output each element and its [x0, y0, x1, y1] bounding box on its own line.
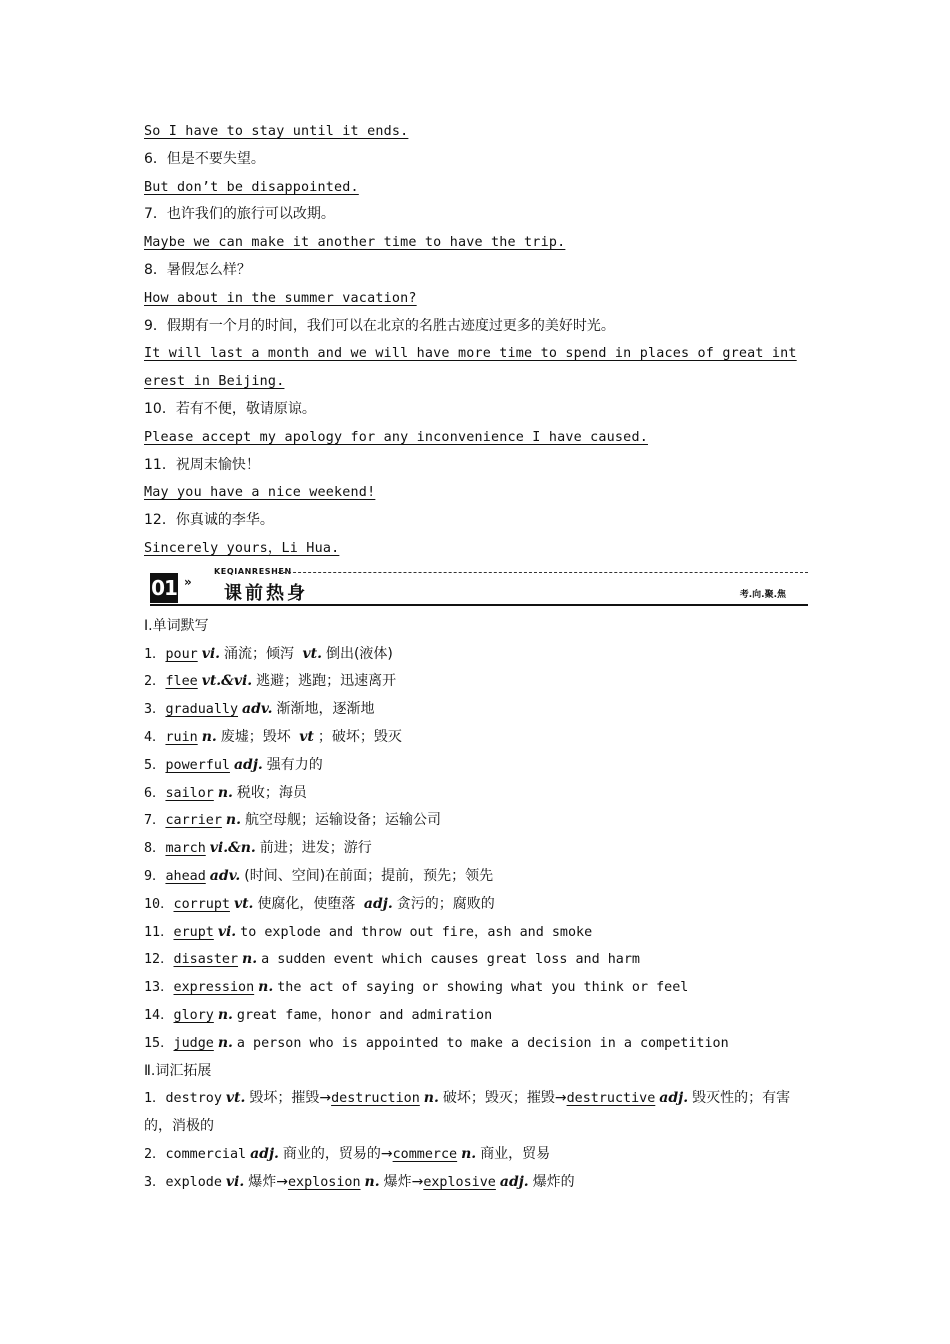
answer-word: carrier [165, 813, 222, 829]
definition: 涌流；倾泻 [224, 645, 295, 662]
definition: to explode and throw out fire，ash and smoke [240, 924, 593, 940]
word-item [144, 641, 808, 669]
item-number: 11． [144, 924, 174, 940]
part-of-speech: n. [242, 951, 258, 968]
definition: (时间、空间)在前面；提前，预先；领先 [244, 867, 494, 884]
word-item [144, 696, 808, 724]
extension-item: 2．commercial adj. 商业的，贸易的→commerce n. 商业，贸易 [144, 1145, 551, 1162]
definition: 使腐化，使堕落 [257, 895, 356, 912]
prompt-sentence: 7．也许我们的旅行可以改期。 [144, 206, 335, 223]
banner-title: 课前热身 [224, 582, 308, 604]
part-of-speech: adv. [209, 867, 241, 884]
answer-sentence: erest in Beijing. [144, 374, 285, 390]
word-item [144, 1030, 808, 1058]
item-number: 5． [144, 757, 166, 773]
extension-item: 3．explode vi. 爆炸→explosion n. 爆炸→explosive adj. 爆炸的 [144, 1173, 575, 1190]
answer-sentence: So I have to stay until it ends. [144, 124, 409, 139]
word-item [144, 1002, 808, 1030]
prompt-sentence: 8．暑假怎么样？ [144, 261, 251, 278]
answer-sentence: Maybe we can make it another time to have the trip. [144, 235, 566, 251]
answer-word: march [165, 841, 206, 857]
prompt-sentence: 6．但是不要失望。 [144, 150, 265, 167]
prompt-sentence: 9．假期有一个月的时间，我们可以在北京的名胜古迹度过更多的美好时光。 [144, 317, 615, 334]
definition: ；破坏；毁灭 [317, 728, 402, 745]
section-heading: Ⅰ.单词默写 [144, 617, 209, 634]
banner-pinyin: KEQIANRESHEN [214, 566, 292, 576]
answer-word: ruin [165, 729, 198, 745]
definition: great fame，honor and admiration [236, 1007, 493, 1023]
answer-word: expression [173, 980, 255, 996]
part-of-speech: n. [258, 979, 274, 996]
definition: 强有力的 [266, 756, 323, 773]
part-of-speech: vi. [217, 923, 237, 940]
answer-word: gradually [165, 702, 239, 718]
answer-sentence: But don’t be disappointed. [144, 179, 359, 195]
answer-sentence: Sincerely yours，Li Hua. [144, 540, 340, 556]
answer-word: disaster [173, 952, 239, 968]
prompt-sentence: 11．祝周末愉快！ [144, 456, 260, 473]
banner-tagline: 考.向.聚.焦 [739, 589, 786, 600]
word-item [144, 668, 808, 696]
definition: 渐渐地，逐渐地 [276, 701, 375, 718]
definition: 前进；进发；游行 [259, 840, 372, 857]
item-number: 7． [144, 813, 166, 829]
definition: 航空母舰；运输设备；运输公司 [244, 812, 441, 829]
answer-sentence: It will last a month and we will have more time to spend in places of great int [144, 346, 797, 362]
vocab-extension-section [144, 1058, 808, 1197]
part-of-speech: n. [225, 812, 241, 829]
answer-word: judge [173, 1035, 214, 1051]
answer-word: glory [173, 1007, 214, 1023]
item-number: 13． [144, 980, 174, 996]
word-item [144, 780, 808, 808]
answer-word: pour [165, 646, 198, 662]
part-of-speech: vi.&n. [209, 840, 256, 857]
item-number: 1． [144, 646, 166, 662]
answer-word: flee [165, 674, 198, 690]
part-of-speech: vt [299, 728, 314, 745]
answer-sentence: May you have a nice weekend! [144, 485, 376, 501]
word-item [144, 946, 808, 974]
item-number: 10． [144, 896, 174, 912]
definition: 逃避；逃跑；迅速离开 [256, 673, 397, 690]
part-of-speech: adj. [233, 756, 263, 773]
part-of-speech: vt.&vi. [201, 673, 253, 690]
part-of-speech: n. [217, 1006, 233, 1023]
definition: 倒出(液体) [325, 645, 393, 662]
banner-rule [150, 604, 808, 606]
item-number: 14． [144, 1007, 174, 1023]
answer-word: powerful [165, 757, 230, 773]
definition: a person who is appointed to make a decision in a competition [236, 1035, 729, 1051]
part-of-speech: n. [201, 728, 217, 745]
definition: a sudden event which causes great loss and harm [261, 952, 640, 968]
chevron-icon: » [184, 574, 192, 589]
prompt-sentence: 10．若有不便，敬请原谅。 [144, 400, 316, 417]
answer-sentence: How about in the summer vacation? [144, 290, 417, 306]
item-number: 15． [144, 1035, 174, 1051]
part-of-speech: vt. [233, 895, 254, 912]
word-item [144, 919, 808, 947]
answer-word: corrupt [173, 896, 230, 912]
translation-answers [144, 118, 808, 563]
answer-sentence: Please accept my apology for any inconvenience I have caused. [144, 429, 648, 445]
part-of-speech: n. [217, 784, 233, 801]
item-number: 2． [144, 674, 166, 690]
banner-dashed-line [278, 572, 808, 573]
word-item [144, 807, 808, 835]
banner-number: 01 [150, 573, 178, 603]
answer-word: erupt [173, 924, 214, 940]
item-number: 3． [144, 702, 166, 718]
part-of-speech: n. [217, 1034, 233, 1051]
prompt-sentence: 12．你真诚的李华。 [144, 512, 274, 529]
definition: the act of saying or showing what you think or feel [277, 980, 689, 996]
part-of-speech: vi. [201, 645, 221, 662]
document-page [144, 118, 808, 1196]
word-item [144, 863, 808, 891]
extension-item: 1．destroy vt. 毁坏；摧毁→destruction n. 破坏；毁灭；摧毁→destructive adj. 毁灭性的；有害的，消极的 [144, 1090, 791, 1135]
item-number: 12． [144, 952, 174, 968]
answer-word: ahead [165, 868, 206, 884]
item-number: 9． [144, 868, 166, 884]
item-number: 4． [144, 729, 166, 745]
section-heading: Ⅱ.词汇拓展 [144, 1062, 212, 1079]
word-item [144, 752, 808, 780]
word-item [144, 974, 808, 1002]
item-number: 6． [144, 785, 166, 801]
word-item [144, 724, 808, 752]
definition: 贪污的；腐败的 [396, 895, 495, 912]
definition: 税收；海员 [236, 784, 307, 801]
word-item [144, 835, 808, 863]
definition: 废墟；毁坏 [220, 728, 291, 745]
word-list [144, 641, 808, 1058]
part-of-speech: vt. [302, 645, 322, 662]
word-dictation-section [144, 613, 808, 1058]
item-number: 8． [144, 841, 166, 857]
section-banner [144, 567, 808, 609]
word-item [144, 891, 808, 919]
answer-word: sailor [165, 785, 214, 801]
part-of-speech: adj. [363, 895, 393, 912]
part-of-speech: adv. [242, 701, 273, 718]
